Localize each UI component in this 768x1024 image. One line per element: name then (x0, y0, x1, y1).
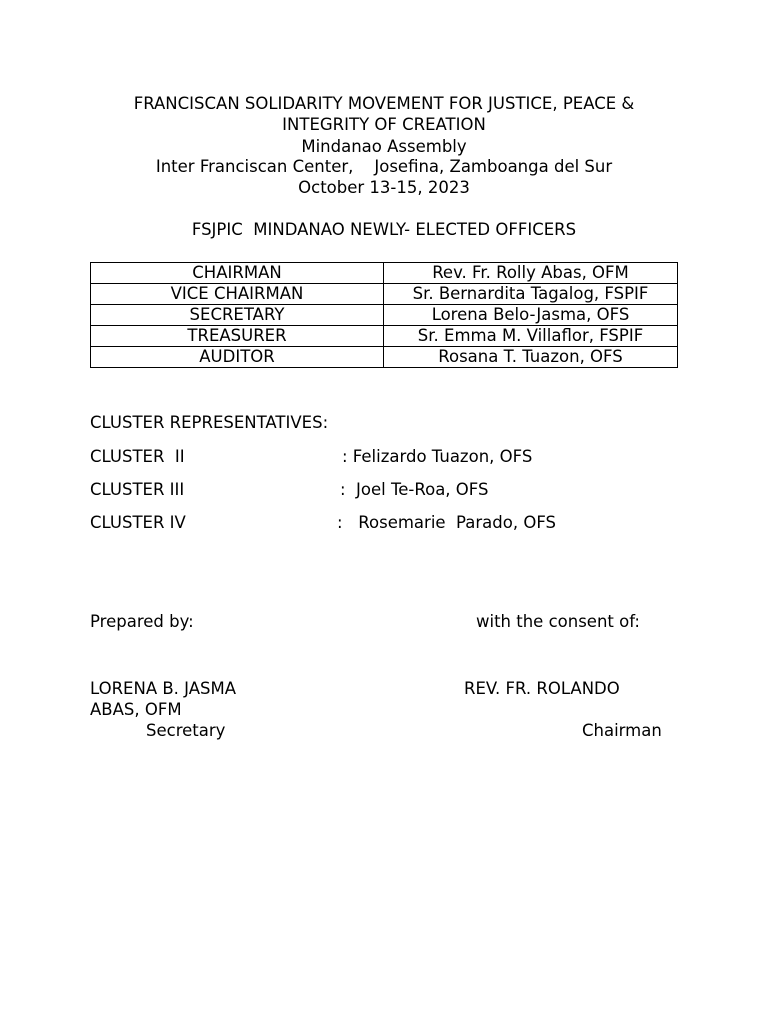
officer-name: Sr. Bernardita Tagalog, FSPIF (384, 284, 678, 305)
officer-name: Sr. Emma M. Villaflor, FSPIF (384, 326, 678, 347)
officer-name: Rev. Fr. Rolly Abas, OFM (384, 263, 678, 284)
header-assembly-name: Mindanao Assembly (301, 137, 467, 156)
table-row (91, 263, 678, 284)
officers-subtitle: FSJPIC MINDANAO NEWLY- ELECTED OFFICERS (191, 220, 577, 239)
table-row (91, 347, 678, 368)
cluster-label: CLUSTER III (90, 480, 185, 499)
officer-position: VICE CHAIRMAN (91, 284, 384, 305)
officer-name: Lorena Belo-Jasma, OFS (384, 305, 678, 326)
signatory-title-right: Chairman (582, 721, 662, 740)
cluster-representative: : Joel Te-Roa, OFS (340, 480, 489, 499)
signatory-name-right: REV. FR. ROLANDO (464, 679, 620, 698)
officer-position: CHAIRMAN (91, 263, 384, 284)
header-title-line-2: INTEGRITY OF CREATION (282, 115, 486, 134)
signatory-name-left: LORENA B. JASMA (90, 679, 237, 698)
signatory-title-left: Secretary (146, 721, 226, 740)
consent-label: with the consent of: (476, 612, 640, 631)
officer-position: AUDITOR (91, 347, 384, 368)
officers-table (90, 262, 678, 368)
prepared-by-label: Prepared by: (90, 612, 194, 631)
cluster-label: CLUSTER II (90, 447, 185, 466)
table-row (91, 326, 678, 347)
officer-position: SECRETARY (91, 305, 384, 326)
cluster-heading: CLUSTER REPRESENTATIVES: (90, 413, 329, 432)
cluster-representative: : Rosemarie Parado, OFS (337, 513, 556, 532)
cluster-representative: : Felizardo Tuazon, OFS (342, 447, 533, 466)
cluster-label: CLUSTER IV (90, 513, 186, 532)
table-row (91, 305, 678, 326)
signatory-name-right-continued: ABAS, OFM (90, 700, 182, 719)
officer-name: Rosana T. Tuazon, OFS (384, 347, 678, 368)
header-venue: Inter Franciscan Center, Josefina, Zamboanga del Sur (155, 157, 613, 176)
officer-position: TREASURER (91, 326, 384, 347)
table-row (91, 284, 678, 305)
header-title-line-1: FRANCISCAN SOLIDARITY MOVEMENT FOR JUSTICE, PEACE & (133, 94, 635, 113)
header-date: October 13-15, 2023 (298, 178, 470, 197)
